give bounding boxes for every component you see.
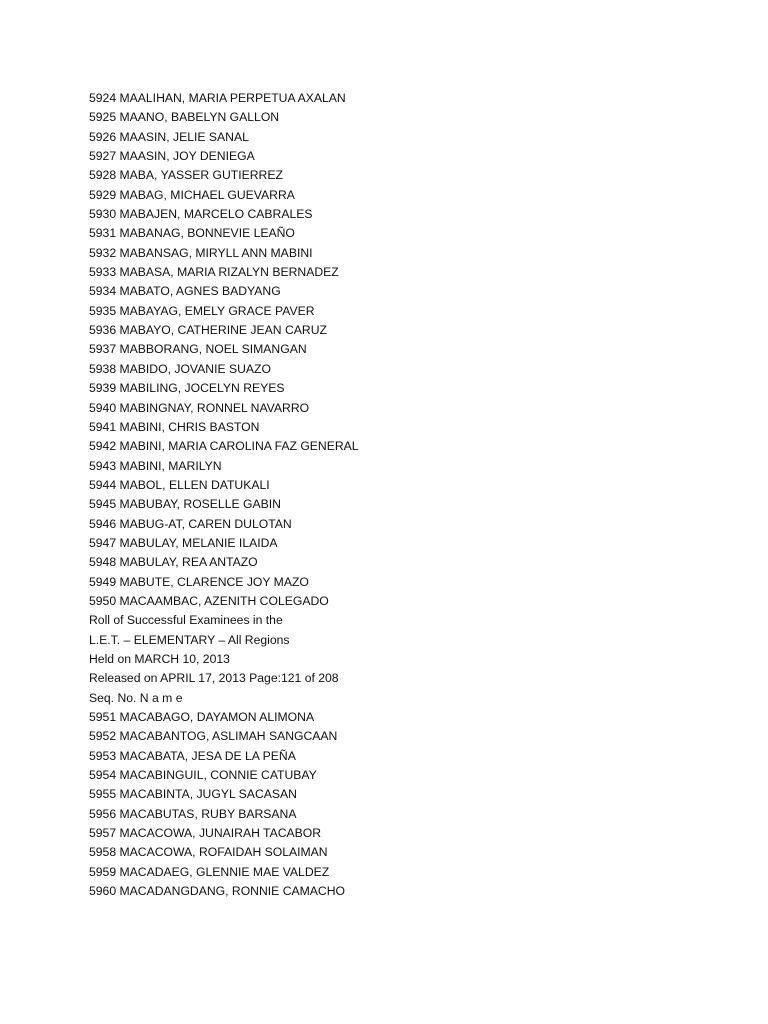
list-line: 5949 MABUTE, CLARENCE JOY MAZO xyxy=(89,574,309,589)
list-line: 5938 MABIDO, JOVANIE SUAZO xyxy=(89,361,271,376)
header-line: Released on APRIL 17, 2013 Page:121 of 208 xyxy=(89,671,339,686)
list-line: 5956 MACABUTAS, RUBY BARSANA xyxy=(89,806,297,821)
list-line: 5942 MABINI, MARIA CAROLINA FAZ GENERAL xyxy=(89,439,359,454)
list-line: 5927 MAASIN, JOY DENIEGA xyxy=(89,149,255,164)
list-line: 5958 MACACOWA, ROFAIDAH SOLAIMAN xyxy=(89,845,328,860)
list-line: 5952 MACABANTOG, ASLIMAH SANGCAAN xyxy=(89,729,338,744)
list-line: 5944 MABOL, ELLEN DATUKALI xyxy=(89,477,270,492)
list-line: 5940 MABINGNAY, RONNEL NAVARRO xyxy=(89,400,310,415)
list-line: 5925 MAANO, BABELYN GALLON xyxy=(89,110,280,125)
examinee-list xyxy=(89,89,729,901)
list-line: 5930 MABAJEN, MARCELO CABRALES xyxy=(89,207,313,222)
list-line: 5948 MABULAY, REA ANTAZO xyxy=(89,555,258,570)
list-line: 5946 MABUG-AT, CAREN DULOTAN xyxy=(89,516,292,531)
list-line: 5934 MABATO, AGNES BADYANG xyxy=(89,284,281,299)
list-line: 5953 MACABATA, JESA DE LA PEÑA xyxy=(89,748,296,763)
list-line: 5926 MAASIN, JELIE SANAL xyxy=(89,129,249,144)
list-line: 5941 MABINI, CHRIS BASTON xyxy=(89,419,260,434)
list-line: 5951 MACABAGO, DAYAMON ALIMONA xyxy=(89,710,315,724)
list-line: 5945 MABUBAY, ROSELLE GABIN xyxy=(89,497,281,512)
list-line: 5950 MACAAMBAC, AZENITH COLEGADO xyxy=(89,593,329,608)
list-line: 5955 MACABINTA, JUGYL SACASAN xyxy=(89,787,297,802)
list-line: 5931 MABANAG, BONNEVIE LEAÑO xyxy=(89,226,295,241)
list-line: 5932 MABANSAG, MIRYLL ANN MABINI xyxy=(89,245,313,260)
list-line: 5935 MABAYAG, EMELY GRACE PAVER xyxy=(89,303,315,318)
list-line: 5960 MACADANGDANG, RONNIE CAMACHO xyxy=(89,884,345,899)
list-line: 5936 MABAYO, CATHERINE JEAN CARUZ xyxy=(89,323,327,338)
list-line: 5959 MACADAEG, GLENNIE MAE VALDEZ xyxy=(89,864,330,879)
list-line: 5939 MABILING, JOCELYN REYES xyxy=(89,381,285,396)
list-line: 5933 MABASA, MARIA RIZALYN BERNADEZ xyxy=(89,265,339,280)
column-header-line: Seq. No. N a m e xyxy=(89,690,183,705)
list-line: 5924 MAALIHAN, MARIA PERPETUA AXALAN xyxy=(89,91,346,105)
list-line: 5947 MABULAY, MELANIE ILAIDA xyxy=(89,535,278,550)
list-line: 5928 MABA, YASSER GUTIERREZ xyxy=(89,168,283,183)
list-line: 5943 MABINI, MARILYN xyxy=(89,458,222,473)
list-line: 5957 MACACOWA, JUNAIRAH TACABOR xyxy=(89,826,322,841)
header-line: Roll of Successful Examinees in the xyxy=(89,613,283,628)
header-line: Held on MARCH 10, 2013 xyxy=(89,651,230,666)
list-line: 5929 MABAG, MICHAEL GUEVARRA xyxy=(89,187,295,202)
list-line: 5954 MACABINGUIL, CONNIE CATUBAY xyxy=(89,768,317,783)
list-line: 5937 MABBORANG, NOEL SIMANGAN xyxy=(89,342,307,357)
header-line: L.E.T. – ELEMENTARY – All Regions xyxy=(89,632,290,647)
